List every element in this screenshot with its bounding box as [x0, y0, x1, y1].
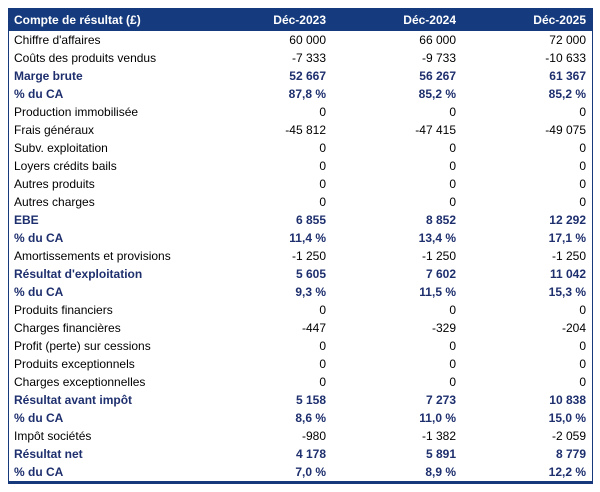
row-value: -204 — [561, 321, 586, 335]
row-value: -2 059 — [551, 429, 586, 443]
row-value: 11,5 % — [419, 285, 456, 299]
row-value: 0 — [449, 159, 456, 173]
row-value: 0 — [579, 141, 586, 155]
row-value: 7 602 — [425, 267, 456, 281]
row-value: -1 250 — [551, 249, 586, 263]
row-value: 0 — [319, 141, 326, 155]
table-row — [9, 427, 592, 445]
row-label: Résultat net — [14, 447, 83, 461]
row-value: -7 333 — [291, 51, 326, 65]
row-label: Production immobilisée — [14, 105, 139, 119]
row-label: Autres produits — [14, 177, 95, 191]
row-value: 0 — [319, 159, 326, 173]
row-label: % du CA — [14, 285, 64, 299]
table-row — [9, 121, 592, 139]
row-label: % du CA — [14, 231, 64, 245]
row-value: -9 733 — [421, 51, 456, 65]
table-row — [9, 265, 592, 283]
column-header-dec-2023: Déc-2023 — [273, 12, 326, 27]
row-value: 0 — [449, 303, 456, 317]
row-label: Amortissements et provisions — [14, 249, 171, 263]
row-value: 0 — [449, 105, 456, 119]
row-value: -1 250 — [291, 249, 326, 263]
table-row — [9, 85, 592, 103]
row-value: -45 812 — [285, 123, 326, 137]
table-row — [9, 319, 592, 337]
row-label: % du CA — [14, 411, 64, 425]
row-value: 85,2 % — [418, 87, 456, 101]
row-value: 12,2 % — [548, 465, 586, 479]
row-value: 0 — [579, 177, 586, 191]
row-value: 85,2 % — [548, 87, 586, 101]
row-label: Autres charges — [14, 195, 95, 209]
row-label: Frais généraux — [14, 123, 95, 137]
row-value: 0 — [449, 375, 456, 389]
row-value: 0 — [449, 177, 456, 191]
row-value: 66 000 — [419, 33, 456, 47]
row-value: 0 — [579, 357, 586, 371]
row-value: 0 — [319, 105, 326, 119]
row-label: Impôt sociétés — [14, 429, 92, 443]
row-value: 0 — [319, 303, 326, 317]
table-row — [9, 283, 592, 301]
row-value: -47 415 — [415, 123, 456, 137]
row-value: 72 000 — [549, 33, 586, 47]
column-header-dec-2024: Déc-2024 — [403, 12, 456, 27]
row-label: Chiffre d'affaires — [14, 33, 101, 47]
row-value: 0 — [319, 177, 326, 191]
row-value: 60 000 — [289, 33, 326, 47]
table-row — [9, 31, 592, 49]
row-value: -329 — [431, 321, 456, 335]
table-row — [9, 103, 592, 121]
row-value: 0 — [319, 357, 326, 371]
table-row — [9, 355, 592, 373]
row-value: 10 838 — [549, 393, 586, 407]
row-label: Produits exceptionnels — [14, 357, 135, 371]
table-row — [9, 175, 592, 193]
table-row — [9, 157, 592, 175]
row-value: 11 042 — [549, 267, 586, 281]
row-value: 0 — [579, 195, 586, 209]
table-row — [9, 391, 592, 409]
table-row — [9, 337, 592, 355]
row-value: 5 605 — [295, 267, 326, 281]
row-value: -10 633 — [545, 51, 586, 65]
row-label: Produits financiers — [14, 303, 113, 317]
row-value: -49 075 — [545, 123, 586, 137]
row-value: 0 — [579, 375, 586, 389]
row-value: 17,1 % — [548, 231, 586, 245]
row-value: 52 667 — [289, 69, 326, 83]
row-label: Résultat avant impôt — [14, 393, 133, 407]
table-row — [9, 211, 592, 229]
table-row — [9, 229, 592, 247]
row-value: 0 — [319, 195, 326, 209]
table-header-row — [9, 8, 592, 31]
row-value: 61 367 — [549, 69, 586, 83]
row-label: Résultat d'exploitation — [14, 267, 143, 281]
row-value: 5 891 — [425, 447, 456, 461]
table-row — [9, 373, 592, 391]
table-row — [9, 445, 592, 463]
table-body — [9, 31, 592, 481]
column-header-dec-2025: Déc-2025 — [533, 12, 586, 27]
row-label: Profit (perte) sur cessions — [14, 339, 151, 353]
row-value: 87,8 % — [288, 87, 326, 101]
table-row — [9, 49, 592, 67]
row-value: 13,4 % — [418, 231, 456, 245]
row-label: Charges exceptionnelles — [14, 375, 146, 389]
row-value: 7 273 — [425, 393, 456, 407]
row-label: EBE — [14, 213, 39, 227]
row-value: 0 — [449, 339, 456, 353]
row-label: Coûts des produits vendus — [14, 51, 157, 65]
row-label: Loyers crédits bails — [14, 159, 117, 173]
row-value: 15,0 % — [548, 411, 586, 425]
row-value: 0 — [579, 105, 586, 119]
table-row — [9, 463, 592, 481]
row-value: 0 — [449, 141, 456, 155]
row-value: 11,4 % — [289, 231, 326, 245]
row-value: 11,0 % — [419, 411, 456, 425]
row-value: 8 779 — [555, 447, 586, 461]
row-value: 6 855 — [295, 213, 326, 227]
row-value: 9,3 % — [295, 285, 326, 299]
row-value: 0 — [319, 339, 326, 353]
row-value: -1 382 — [421, 429, 456, 443]
row-value: -980 — [301, 429, 326, 443]
table-row — [9, 67, 592, 85]
row-label: % du CA — [14, 465, 64, 479]
row-value: 0 — [579, 159, 586, 173]
row-label: % du CA — [14, 87, 64, 101]
row-label: Charges financières — [14, 321, 121, 335]
income-statement-table — [8, 8, 593, 484]
row-value: 56 267 — [419, 69, 456, 83]
table-row — [9, 193, 592, 211]
table-row — [9, 409, 592, 427]
row-value: 0 — [449, 195, 456, 209]
row-value: 12 292 — [549, 213, 586, 227]
row-value: 0 — [319, 375, 326, 389]
row-value: 8,6 % — [295, 411, 326, 425]
row-value: -1 250 — [421, 249, 456, 263]
table-row — [9, 247, 592, 265]
row-value: 0 — [579, 339, 586, 353]
row-label: Marge brute — [14, 69, 83, 83]
row-value: 8 852 — [425, 213, 456, 227]
row-value: 7,0 % — [295, 465, 326, 479]
table-row — [9, 301, 592, 319]
table-title: Compte de résultat (£) — [14, 12, 141, 27]
row-value: 0 — [579, 303, 586, 317]
row-value: 5 158 — [295, 393, 326, 407]
row-value: 0 — [449, 357, 456, 371]
row-value: 15,3 % — [548, 285, 586, 299]
row-value: 8,9 % — [425, 465, 456, 479]
row-value: -447 — [301, 321, 326, 335]
table-row — [9, 139, 592, 157]
row-label: Subv. exploitation — [14, 141, 108, 155]
row-value: 4 178 — [295, 447, 326, 461]
